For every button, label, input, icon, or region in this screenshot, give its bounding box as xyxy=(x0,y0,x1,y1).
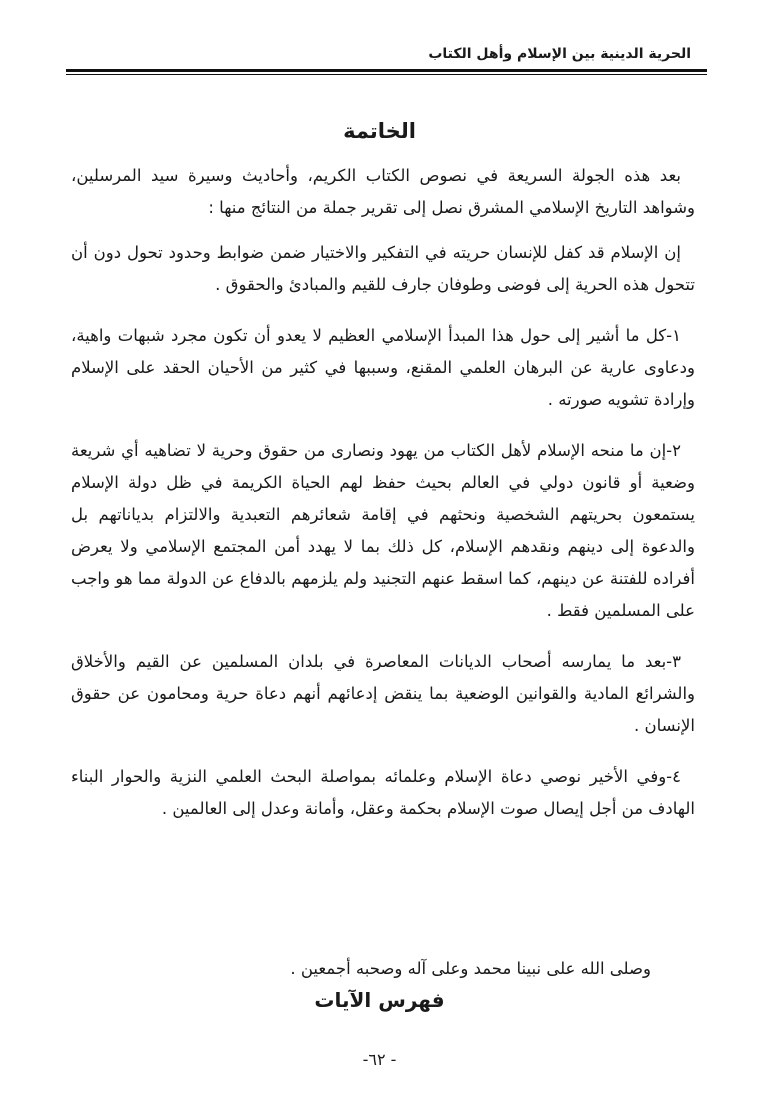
verses-index-title: فهرس الآيات xyxy=(314,988,445,1012)
page-number: - ٦٢- xyxy=(362,1050,397,1069)
intro-paragraph: بعد هذه الجولة السريعة في نصوص الكتاب الكريم، وأحاديث وسيرة سيد المرسلين، وشواهد التاريخ الإسلامي المشرق نصل إلى تقرير جملة من النتائج منها : xyxy=(71,166,695,217)
closing-prayer: وصلى الله على نبينا محمد وعلى آله وصحبه أجمعين . xyxy=(290,959,651,978)
header-rule-thin xyxy=(66,74,707,75)
result-paragraph-3: ٣-بعد ما يمارسه أصحاب الديانات المعاصرة في بلدان المسلمين عن القيم والأخلاق والشرائع المادية والقوانين الوضعية بما ينقض إدعائهم أنهم دعاة حرية ومحامون عن حقوق الإنسان . xyxy=(71,652,695,735)
freedom-paragraph: إن الإسلام قد كفل للإنسان حريته في التفكير والاختيار ضمن ضوابط وحدود تحول دون أن تتحول هذه الحرية إلى فوضى وطوفان جارف للقيم والمبادئ والحقوق . xyxy=(71,243,695,294)
conclusion-body xyxy=(71,160,695,844)
result-paragraph-2: ٢-إن ما منحه الإسلام لأهل الكتاب من يهود ونصارى من حقوق وحرية لا تضاهيه أي شريعة وضعية أو قانون دولي في العالم بحيث حفظ لهم الحياة الكريمة في ظل دولة الإسلام يستمعون بحريتهم الشخصية ونحثهم في إقامة شعائرهم التعبدية والالتزام بدياناتهم بل والدعوة إلى دينهم ونقدهم الإسلام، كل ذلك بما لا يهدد أمن المجتمع الإسلامي ولا يعرض أفراده للفتنة عن دينهم، كما اسقط عنهم التجنيد ولم يلزمهم بالدفاع عن الدولة مما هو واجب على المسلمين فقط . xyxy=(71,441,695,620)
running-header-title: الحرية الدينية بين الإسلام وأهل الكتاب xyxy=(428,46,691,62)
header-rule-thick xyxy=(66,69,707,72)
conclusion-title: الخاتمة xyxy=(343,119,416,143)
result-paragraph-4: ٤-وفي الأخير نوصي دعاة الإسلام وعلمائه بمواصلة البحث العلمي النزية والحوار البناء الهادف من أجل إيصال صوت الإسلام بحكمة وعقل، وأمانة وعدل إلى العالمين . xyxy=(71,767,695,818)
result-paragraph-1: ١-كل ما أشير إلى حول هذا المبدأ الإسلامي العظيم لا يعدو أن تكون مجرد شبهات واهية، ودعاوى عارية عن البرهان العلمي المقنع، وسببها في كثير من الأحيان الحقد على الإسلام وإرادة تشويه صورته . xyxy=(71,326,695,409)
